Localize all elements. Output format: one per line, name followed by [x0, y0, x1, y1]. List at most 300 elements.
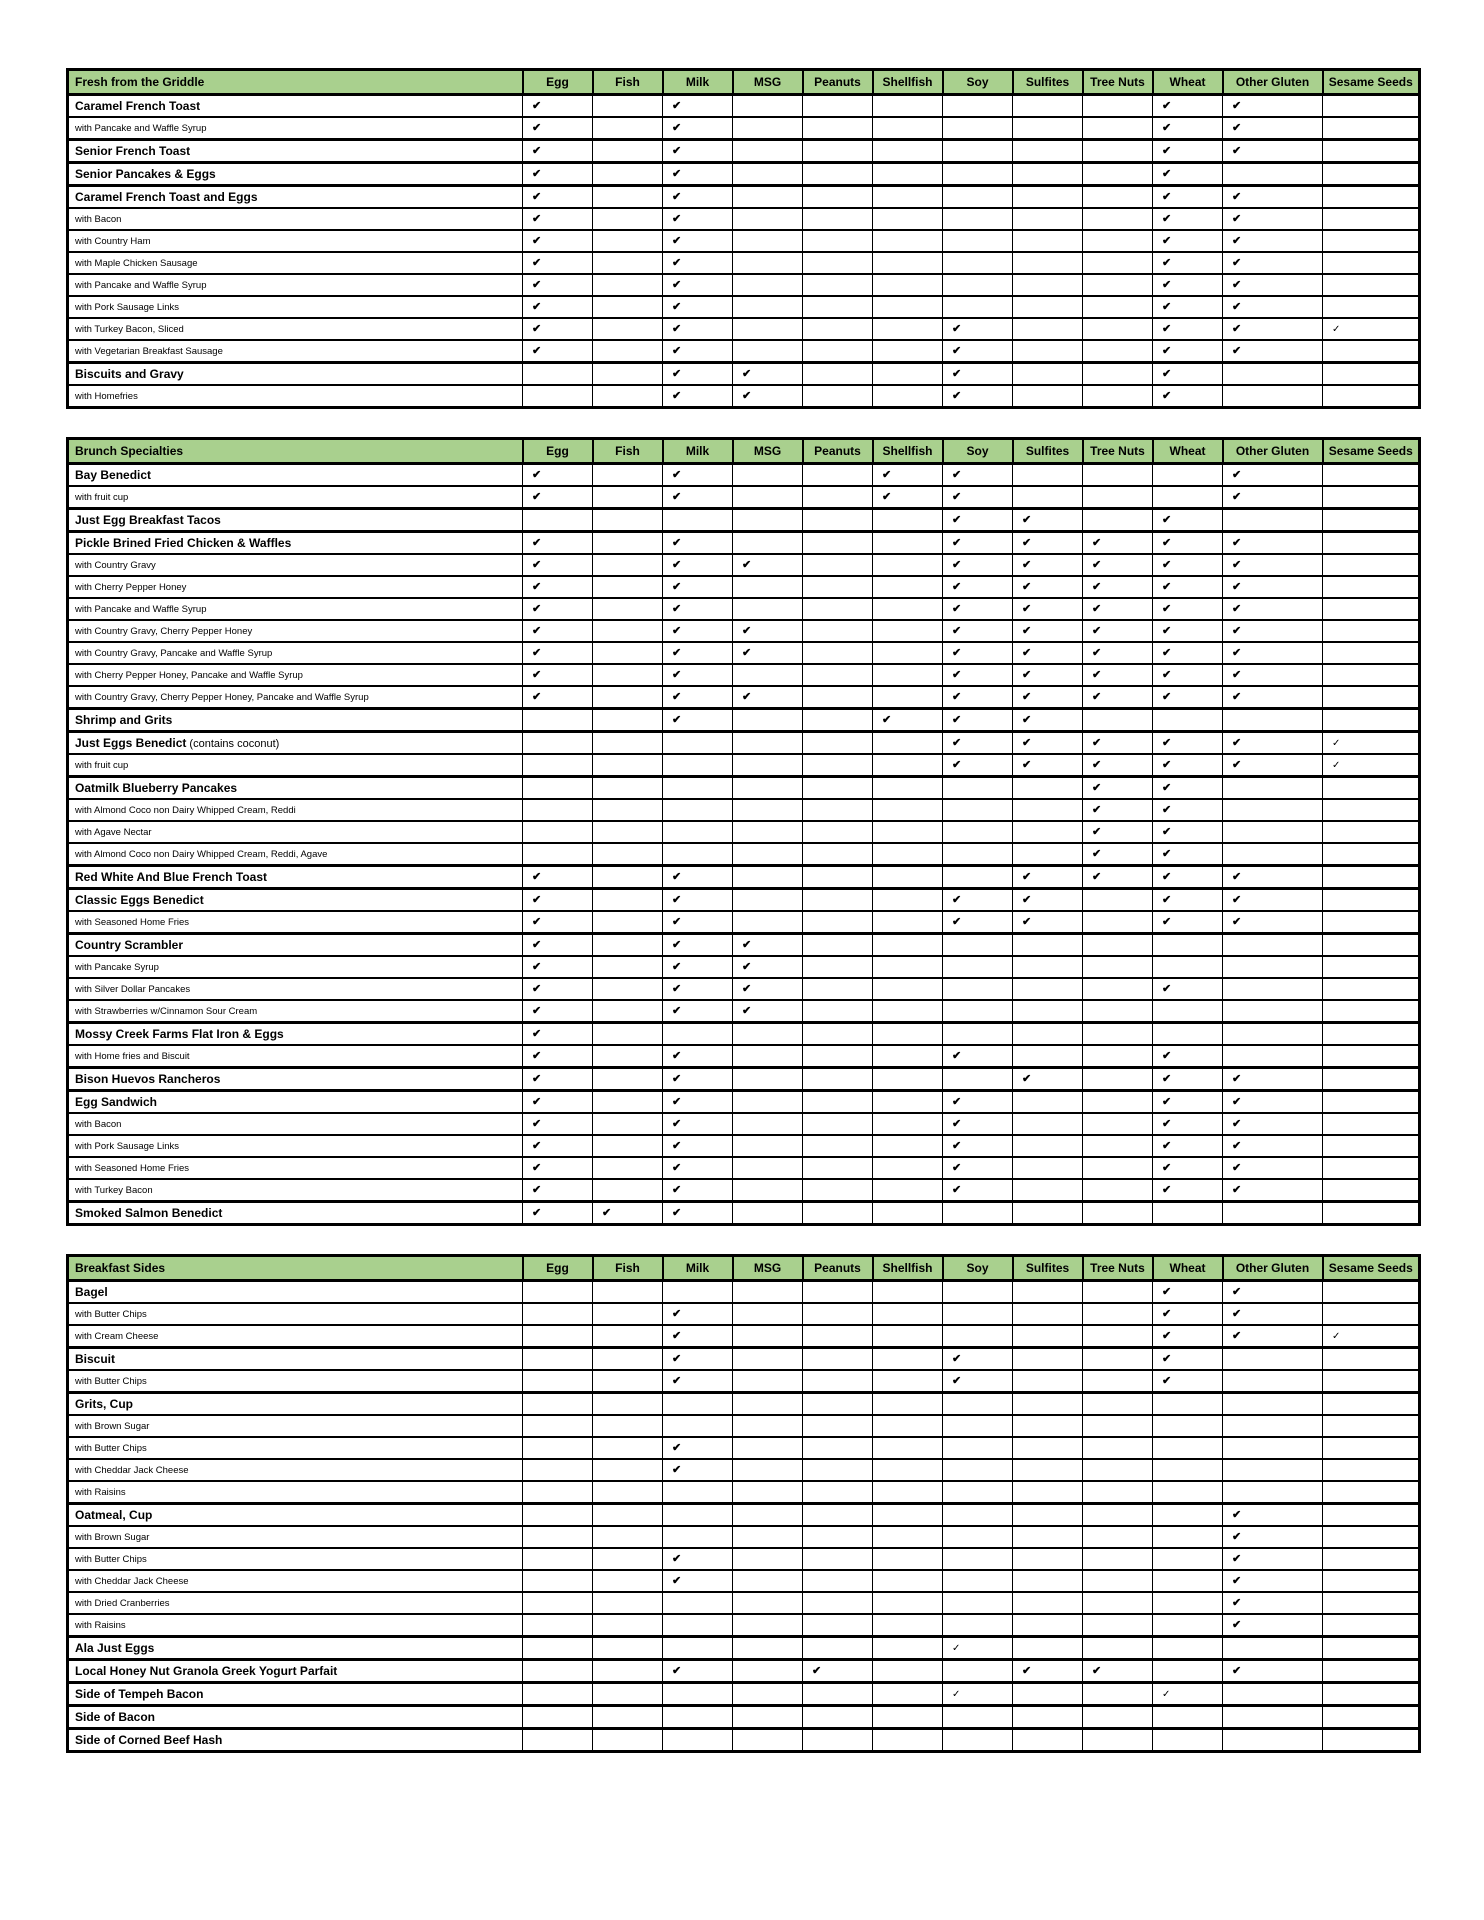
allergen-cell-tree-nuts: [1083, 1592, 1153, 1614]
allergen-cell-peanuts: [803, 956, 873, 978]
allergen-cell-shellfish: [873, 1660, 943, 1683]
allergen-cell-other-gluten: [1223, 777, 1323, 800]
allergen-cell-tree-nuts: [1083, 385, 1153, 408]
allergen-cell-tree-nuts: [1083, 1637, 1153, 1660]
allergen-cell-sulfites: [1013, 978, 1083, 1000]
check-mark-icon: ✔: [1092, 825, 1102, 838]
allergen-cell-shellfish: [873, 1045, 943, 1068]
allergen-cell-tree-nuts: [1083, 642, 1153, 664]
check-mark-icon: ✔: [672, 322, 682, 335]
check-mark-icon: ✔: [672, 212, 682, 225]
item-label-cell: [68, 532, 523, 555]
allergen-cell-shellfish: [873, 140, 943, 163]
check-mark-icon: ✔: [532, 190, 542, 203]
check-mark-icon: ✔: [1232, 468, 1242, 481]
allergen-cell-other-gluten: [1223, 1179, 1323, 1202]
column-header-peanuts: Peanuts: [803, 1256, 873, 1281]
allergen-cell-wheat: [1153, 1637, 1223, 1660]
allergen-cell-wheat: [1153, 230, 1223, 252]
allergen-cell-msg: [733, 1592, 803, 1614]
allergen-cell-soy: [943, 956, 1013, 978]
allergen-cell-sesame-seeds: [1323, 1570, 1420, 1592]
allergen-cell-wheat: [1153, 1548, 1223, 1570]
allergen-cell-soy: [943, 709, 1013, 732]
allergen-cell-sesame-seeds: [1323, 934, 1420, 957]
allergen-cell-sesame-seeds: [1323, 1706, 1420, 1729]
allergen-cell-egg: [523, 1683, 593, 1706]
allergen-cell-msg: [733, 1481, 803, 1504]
check-mark-icon: ✓: [1332, 1330, 1341, 1342]
allergen-cell-fish: [593, 318, 663, 340]
allergen-cell-milk: [663, 464, 733, 487]
item-label-cell: [68, 1157, 523, 1179]
allergen-cell-other-gluten: [1223, 1683, 1323, 1706]
allergen-cell-shellfish: [873, 1325, 943, 1348]
allergen-cell-peanuts: [803, 1348, 873, 1371]
item-label: with Bacon: [75, 1118, 122, 1130]
item-label-cell: [68, 1000, 523, 1023]
item-label: Classic Eggs Benedict: [75, 893, 204, 907]
check-mark-icon: ✔: [1232, 736, 1242, 749]
allergen-cell-tree-nuts: [1083, 1459, 1153, 1481]
allergen-cell-msg: [733, 230, 803, 252]
allergen-cell-sulfites: [1013, 1570, 1083, 1592]
allergen-cell-other-gluten: [1223, 1415, 1323, 1437]
check-mark-icon: ✔: [1022, 713, 1032, 726]
item-label-cell: [68, 1570, 523, 1592]
allergen-cell-milk: [663, 296, 733, 318]
item-label: Caramel French Toast and Eggs: [75, 190, 258, 204]
check-mark-icon: ✔: [742, 558, 752, 571]
allergen-cell-peanuts: [803, 777, 873, 800]
allergen-cell-fish: [593, 1614, 663, 1637]
allergen-cell-sulfites: [1013, 1370, 1083, 1393]
check-mark-icon: ✔: [532, 960, 542, 973]
allergen-cell-peanuts: [803, 1370, 873, 1393]
allergen-cell-shellfish: [873, 1348, 943, 1371]
item-label: with Country Gravy, Cherry Pepper Honey, Pancake and Waffle Syrup: [75, 691, 369, 703]
allergen-cell-other-gluten: [1223, 1135, 1323, 1157]
allergen-cell-msg: [733, 777, 803, 800]
check-mark-icon: ✔: [672, 893, 682, 906]
allergen-cell-egg: [523, 1437, 593, 1459]
allergen-cell-milk: [663, 1202, 733, 1225]
allergen-cell-shellfish: [873, 777, 943, 800]
check-mark-icon: ✔: [1022, 624, 1032, 637]
allergen-cell-peanuts: [803, 1325, 873, 1348]
check-mark-icon: ✔: [1162, 322, 1172, 335]
column-header-tree-nuts: Tree Nuts: [1083, 1256, 1153, 1281]
column-header-sesame-seeds: Sesame Seeds: [1323, 70, 1420, 95]
menu-item-row: [68, 1393, 1420, 1416]
allergen-cell-fish: [593, 620, 663, 642]
allergen-cell-msg: [733, 889, 803, 912]
allergen-cell-soy: [943, 230, 1013, 252]
column-header-sesame-seeds: Sesame Seeds: [1323, 1256, 1420, 1281]
menu-modifier-row: [68, 1526, 1420, 1548]
check-mark-icon: ✔: [532, 278, 542, 291]
check-mark-icon: ✔: [1162, 344, 1172, 357]
menu-modifier-row: [68, 598, 1420, 620]
allergen-cell-sulfites: [1013, 318, 1083, 340]
allergen-cell-tree-nuts: [1083, 1000, 1153, 1023]
allergen-cell-peanuts: [803, 95, 873, 118]
allergen-cell-wheat: [1153, 1706, 1223, 1729]
menu-modifier-row: [68, 1570, 1420, 1592]
check-mark-icon: ✔: [1162, 278, 1172, 291]
item-label: with Butter Chips: [75, 1375, 147, 1387]
menu-modifier-row: [68, 1481, 1420, 1504]
menu-item-row: [68, 866, 1420, 889]
allergen-cell-sesame-seeds: [1323, 1548, 1420, 1570]
check-mark-icon: ✔: [1232, 99, 1242, 112]
item-label: with Pork Sausage Links: [75, 301, 180, 313]
item-label-cell: [68, 866, 523, 889]
allergen-cell-tree-nuts: [1083, 821, 1153, 843]
check-mark-icon: ✔: [672, 536, 682, 549]
check-mark-icon: ✔: [532, 234, 542, 247]
check-mark-icon: ✔: [1092, 558, 1102, 571]
allergen-cell-peanuts: [803, 186, 873, 209]
allergen-cell-other-gluten: [1223, 664, 1323, 686]
item-label: with Raisins: [75, 1619, 126, 1631]
header-row: [68, 70, 1420, 95]
check-mark-icon: ✔: [1162, 602, 1172, 615]
allergen-cell-sulfites: [1013, 117, 1083, 140]
item-label-cell: [68, 1348, 523, 1371]
allergen-cell-sulfites: [1013, 956, 1083, 978]
check-mark-icon: ✔: [1162, 624, 1172, 637]
allergen-cell-sulfites: [1013, 1091, 1083, 1114]
item-label-cell: [68, 709, 523, 732]
check-mark-icon: ✔: [1162, 389, 1172, 402]
check-mark-icon: ✔: [1232, 300, 1242, 313]
item-label-cell: [68, 554, 523, 576]
allergen-cell-milk: [663, 1614, 733, 1637]
allergen-cell-soy: [943, 1023, 1013, 1046]
check-mark-icon: ✔: [1022, 580, 1032, 593]
section-table-breakfast-sides: [66, 1254, 1421, 1753]
check-mark-icon: ✔: [952, 602, 962, 615]
allergen-cell-peanuts: [803, 866, 873, 889]
item-label: with Cheddar Jack Cheese: [75, 1464, 189, 1476]
check-mark-icon: ✔: [672, 1352, 682, 1365]
allergen-cell-shellfish: [873, 664, 943, 686]
allergen-cell-tree-nuts: [1083, 1023, 1153, 1046]
check-mark-icon: ✔: [742, 960, 752, 973]
check-mark-icon: ✔: [742, 389, 752, 402]
allergen-cell-egg: [523, 956, 593, 978]
allergen-cell-fish: [593, 1437, 663, 1459]
allergen-cell-fish: [593, 1113, 663, 1135]
allergen-cell-egg: [523, 1202, 593, 1225]
item-label-cell: [68, 1202, 523, 1225]
check-mark-icon: ✓: [1332, 737, 1341, 749]
item-label: with Cherry Pepper Honey, Pancake and Waffle Syrup: [75, 669, 303, 681]
menu-modifier-row: [68, 799, 1420, 821]
allergen-cell-milk: [663, 274, 733, 296]
allergen-cell-sulfites: [1013, 1000, 1083, 1023]
allergen-cell-egg: [523, 1504, 593, 1527]
allergen-cell-tree-nuts: [1083, 620, 1153, 642]
check-mark-icon: ✔: [1162, 781, 1172, 794]
check-mark-icon: ✔: [532, 1027, 542, 1040]
allergen-cell-sulfites: [1013, 1202, 1083, 1225]
allergen-cell-milk: [663, 889, 733, 912]
item-label-cell: [68, 1045, 523, 1068]
check-mark-icon: ✔: [1162, 736, 1172, 749]
check-mark-icon: ✔: [672, 1329, 682, 1342]
allergen-cell-egg: [523, 664, 593, 686]
allergen-cell-wheat: [1153, 620, 1223, 642]
check-mark-icon: ✔: [672, 915, 682, 928]
allergen-cell-peanuts: [803, 554, 873, 576]
allergen-cell-milk: [663, 1091, 733, 1114]
allergen-cell-egg: [523, 598, 593, 620]
allergen-cell-milk: [663, 554, 733, 576]
menu-modifier-row: [68, 486, 1420, 509]
allergen-cell-sulfites: [1013, 1135, 1083, 1157]
allergen-cell-sulfites: [1013, 163, 1083, 186]
check-mark-icon: ✔: [1092, 580, 1102, 593]
allergen-cell-fish: [593, 889, 663, 912]
allergen-cell-milk: [663, 866, 733, 889]
allergen-cell-sesame-seeds: [1323, 340, 1420, 363]
allergen-cell-egg: [523, 1614, 593, 1637]
allergen-cell-wheat: [1153, 1068, 1223, 1091]
check-mark-icon: ✔: [1232, 1161, 1242, 1174]
allergen-cell-soy: [943, 340, 1013, 363]
item-label: with Butter Chips: [75, 1442, 147, 1454]
allergen-cell-fish: [593, 1526, 663, 1548]
allergen-cell-milk: [663, 1729, 733, 1752]
check-mark-icon: ✓: [1332, 759, 1341, 771]
allergen-cell-soy: [943, 1113, 1013, 1135]
check-mark-icon: ✔: [672, 1574, 682, 1587]
allergen-cell-soy: [943, 252, 1013, 274]
allergen-cell-soy: [943, 1570, 1013, 1592]
allergen-cell-tree-nuts: [1083, 1415, 1153, 1437]
allergen-cell-milk: [663, 978, 733, 1000]
check-mark-icon: ✔: [1162, 915, 1172, 928]
allergen-cell-fish: [593, 598, 663, 620]
allergen-cell-msg: [733, 1179, 803, 1202]
allergen-cell-sesame-seeds: [1323, 1179, 1420, 1202]
menu-modifier-row: [68, 1113, 1420, 1135]
allergen-cell-egg: [523, 1526, 593, 1548]
menu-modifier-row: [68, 318, 1420, 340]
allergen-cell-wheat: [1153, 911, 1223, 934]
allergen-cell-peanuts: [803, 598, 873, 620]
allergen-cell-msg: [733, 821, 803, 843]
column-header-sulfites: Sulfites: [1013, 439, 1083, 464]
allergen-cell-sulfites: [1013, 889, 1083, 912]
allergen-cell-fish: [593, 1504, 663, 1527]
allergen-cell-msg: [733, 1023, 803, 1046]
allergen-cell-msg: [733, 532, 803, 555]
check-mark-icon: ✔: [532, 668, 542, 681]
check-mark-icon: ✔: [1232, 1596, 1242, 1609]
allergen-cell-fish: [593, 363, 663, 386]
allergen-cell-msg: [733, 956, 803, 978]
check-mark-icon: ✔: [1232, 121, 1242, 134]
allergen-cell-other-gluten: [1223, 318, 1323, 340]
column-header-shellfish: Shellfish: [873, 70, 943, 95]
item-label: Mossy Creek Farms Flat Iron & Eggs: [75, 1027, 284, 1041]
allergen-cell-fish: [593, 934, 663, 957]
allergen-cell-egg: [523, 1481, 593, 1504]
check-mark-icon: ✔: [1232, 870, 1242, 883]
item-label: Smoked Salmon Benedict: [75, 1206, 223, 1220]
allergen-cell-fish: [593, 1415, 663, 1437]
allergen-cell-soy: [943, 1348, 1013, 1371]
item-label: Country Scrambler: [75, 938, 184, 952]
check-mark-icon: ✔: [532, 536, 542, 549]
allergen-cell-milk: [663, 911, 733, 934]
allergen-cell-peanuts: [803, 1526, 873, 1548]
check-mark-icon: ✔: [1162, 1072, 1172, 1085]
allergen-cell-soy: [943, 1526, 1013, 1548]
check-mark-icon: ✔: [672, 982, 682, 995]
allergen-cell-tree-nuts: [1083, 1045, 1153, 1068]
allergen-cell-egg: [523, 95, 593, 118]
check-mark-icon: ✔: [952, 468, 962, 481]
allergen-cell-peanuts: [803, 754, 873, 777]
allergen-cell-msg: [733, 911, 803, 934]
check-mark-icon: ✔: [532, 344, 542, 357]
check-mark-icon: ✔: [1232, 490, 1242, 503]
allergen-cell-milk: [663, 1548, 733, 1570]
check-mark-icon: ✔: [1162, 1161, 1172, 1174]
allergen-cell-shellfish: [873, 911, 943, 934]
allergen-cell-peanuts: [803, 1592, 873, 1614]
allergen-cell-msg: [733, 598, 803, 620]
allergen-cell-tree-nuts: [1083, 1504, 1153, 1527]
check-mark-icon: ✔: [672, 1206, 682, 1219]
allergen-cell-egg: [523, 1135, 593, 1157]
allergen-cell-msg: [733, 642, 803, 664]
allergen-cell-egg: [523, 1660, 593, 1683]
allergen-cell-soy: [943, 934, 1013, 957]
allergen-cell-wheat: [1153, 1660, 1223, 1683]
allergen-cell-msg: [733, 186, 803, 209]
allergen-cell-shellfish: [873, 1091, 943, 1114]
allergen-cell-milk: [663, 340, 733, 363]
item-label-cell: [68, 956, 523, 978]
allergen-cell-shellfish: [873, 1526, 943, 1548]
check-mark-icon: ✔: [672, 1049, 682, 1062]
allergen-cell-milk: [663, 230, 733, 252]
allergen-cell-msg: [733, 1068, 803, 1091]
item-label: Caramel French Toast: [75, 99, 201, 113]
allergen-cell-soy: [943, 799, 1013, 821]
allergen-cell-sesame-seeds: [1323, 754, 1420, 777]
allergen-cell-sesame-seeds: [1323, 296, 1420, 318]
check-mark-icon: ✔: [1232, 144, 1242, 157]
menu-modifier-row: [68, 1459, 1420, 1481]
menu-modifier-row: [68, 664, 1420, 686]
check-mark-icon: ✔: [1162, 870, 1172, 883]
check-mark-icon: ✔: [1232, 1183, 1242, 1196]
allergen-cell-other-gluten: [1223, 1526, 1323, 1548]
allergen-cell-tree-nuts: [1083, 464, 1153, 487]
allergen-cell-other-gluten: [1223, 95, 1323, 118]
allergen-cell-other-gluten: [1223, 1592, 1323, 1614]
allergen-cell-fish: [593, 1637, 663, 1660]
allergen-cell-sulfites: [1013, 1045, 1083, 1068]
allergen-cell-shellfish: [873, 117, 943, 140]
check-mark-icon: ✔: [672, 1161, 682, 1174]
allergen-cell-milk: [663, 117, 733, 140]
item-label: with Pancake and Waffle Syrup: [75, 603, 207, 615]
allergen-cell-soy: [943, 1370, 1013, 1393]
allergen-cell-shellfish: [873, 95, 943, 118]
allergen-cell-sulfites: [1013, 1068, 1083, 1091]
item-label: with Butter Chips: [75, 1553, 147, 1565]
allergen-cell-soy: [943, 296, 1013, 318]
check-mark-icon: ✔: [532, 256, 542, 269]
allergen-cell-msg: [733, 709, 803, 732]
allergen-cell-wheat: [1153, 821, 1223, 843]
allergen-cell-soy: [943, 732, 1013, 755]
item-label-cell: [68, 1526, 523, 1548]
check-mark-icon: ✔: [1232, 690, 1242, 703]
allergen-cell-milk: [663, 1437, 733, 1459]
allergen-cell-fish: [593, 117, 663, 140]
check-mark-icon: ✔: [672, 668, 682, 681]
allergen-cell-msg: [733, 1729, 803, 1752]
allergen-cell-egg: [523, 274, 593, 296]
check-mark-icon: ✔: [1022, 668, 1032, 681]
allergen-cell-fish: [593, 686, 663, 709]
allergen-cell-peanuts: [803, 911, 873, 934]
check-mark-icon: ✔: [1022, 736, 1032, 749]
allergen-cell-wheat: [1153, 340, 1223, 363]
allergen-cell-tree-nuts: [1083, 1706, 1153, 1729]
allergen-cell-wheat: [1153, 576, 1223, 598]
allergen-cell-other-gluten: [1223, 363, 1323, 386]
allergen-cell-shellfish: [873, 1303, 943, 1325]
allergen-cell-shellfish: [873, 1113, 943, 1135]
allergen-cell-soy: [943, 911, 1013, 934]
allergen-cell-wheat: [1153, 642, 1223, 664]
check-mark-icon: ✔: [1162, 668, 1172, 681]
allergen-cell-wheat: [1153, 1683, 1223, 1706]
item-label: Pickle Brined Fried Chicken & Waffles: [75, 536, 292, 550]
allergen-cell-soy: [943, 140, 1013, 163]
allergen-cell-wheat: [1153, 163, 1223, 186]
check-mark-icon: ✔: [1162, 536, 1172, 549]
section-table-fresh-from-the-griddle: [66, 68, 1421, 409]
check-mark-icon: ✔: [672, 1441, 682, 1454]
allergen-cell-other-gluten: [1223, 934, 1323, 957]
item-label: Egg Sandwich: [75, 1095, 158, 1109]
allergen-cell-tree-nuts: [1083, 777, 1153, 800]
item-label-cell: [68, 140, 523, 163]
check-mark-icon: ✔: [1232, 580, 1242, 593]
allergen-cell-other-gluten: [1223, 1113, 1323, 1135]
allergen-cell-shellfish: [873, 296, 943, 318]
check-mark-icon: ✔: [1232, 536, 1242, 549]
menu-modifier-row: [68, 843, 1420, 866]
allergen-cell-milk: [663, 686, 733, 709]
item-label: Grits, Cup: [75, 1397, 134, 1411]
column-header-sulfites: Sulfites: [1013, 1256, 1083, 1281]
allergen-cell-other-gluten: [1223, 709, 1323, 732]
allergen-cell-shellfish: [873, 620, 943, 642]
check-mark-icon: ✓: [952, 1688, 961, 1700]
allergen-cell-egg: [523, 296, 593, 318]
